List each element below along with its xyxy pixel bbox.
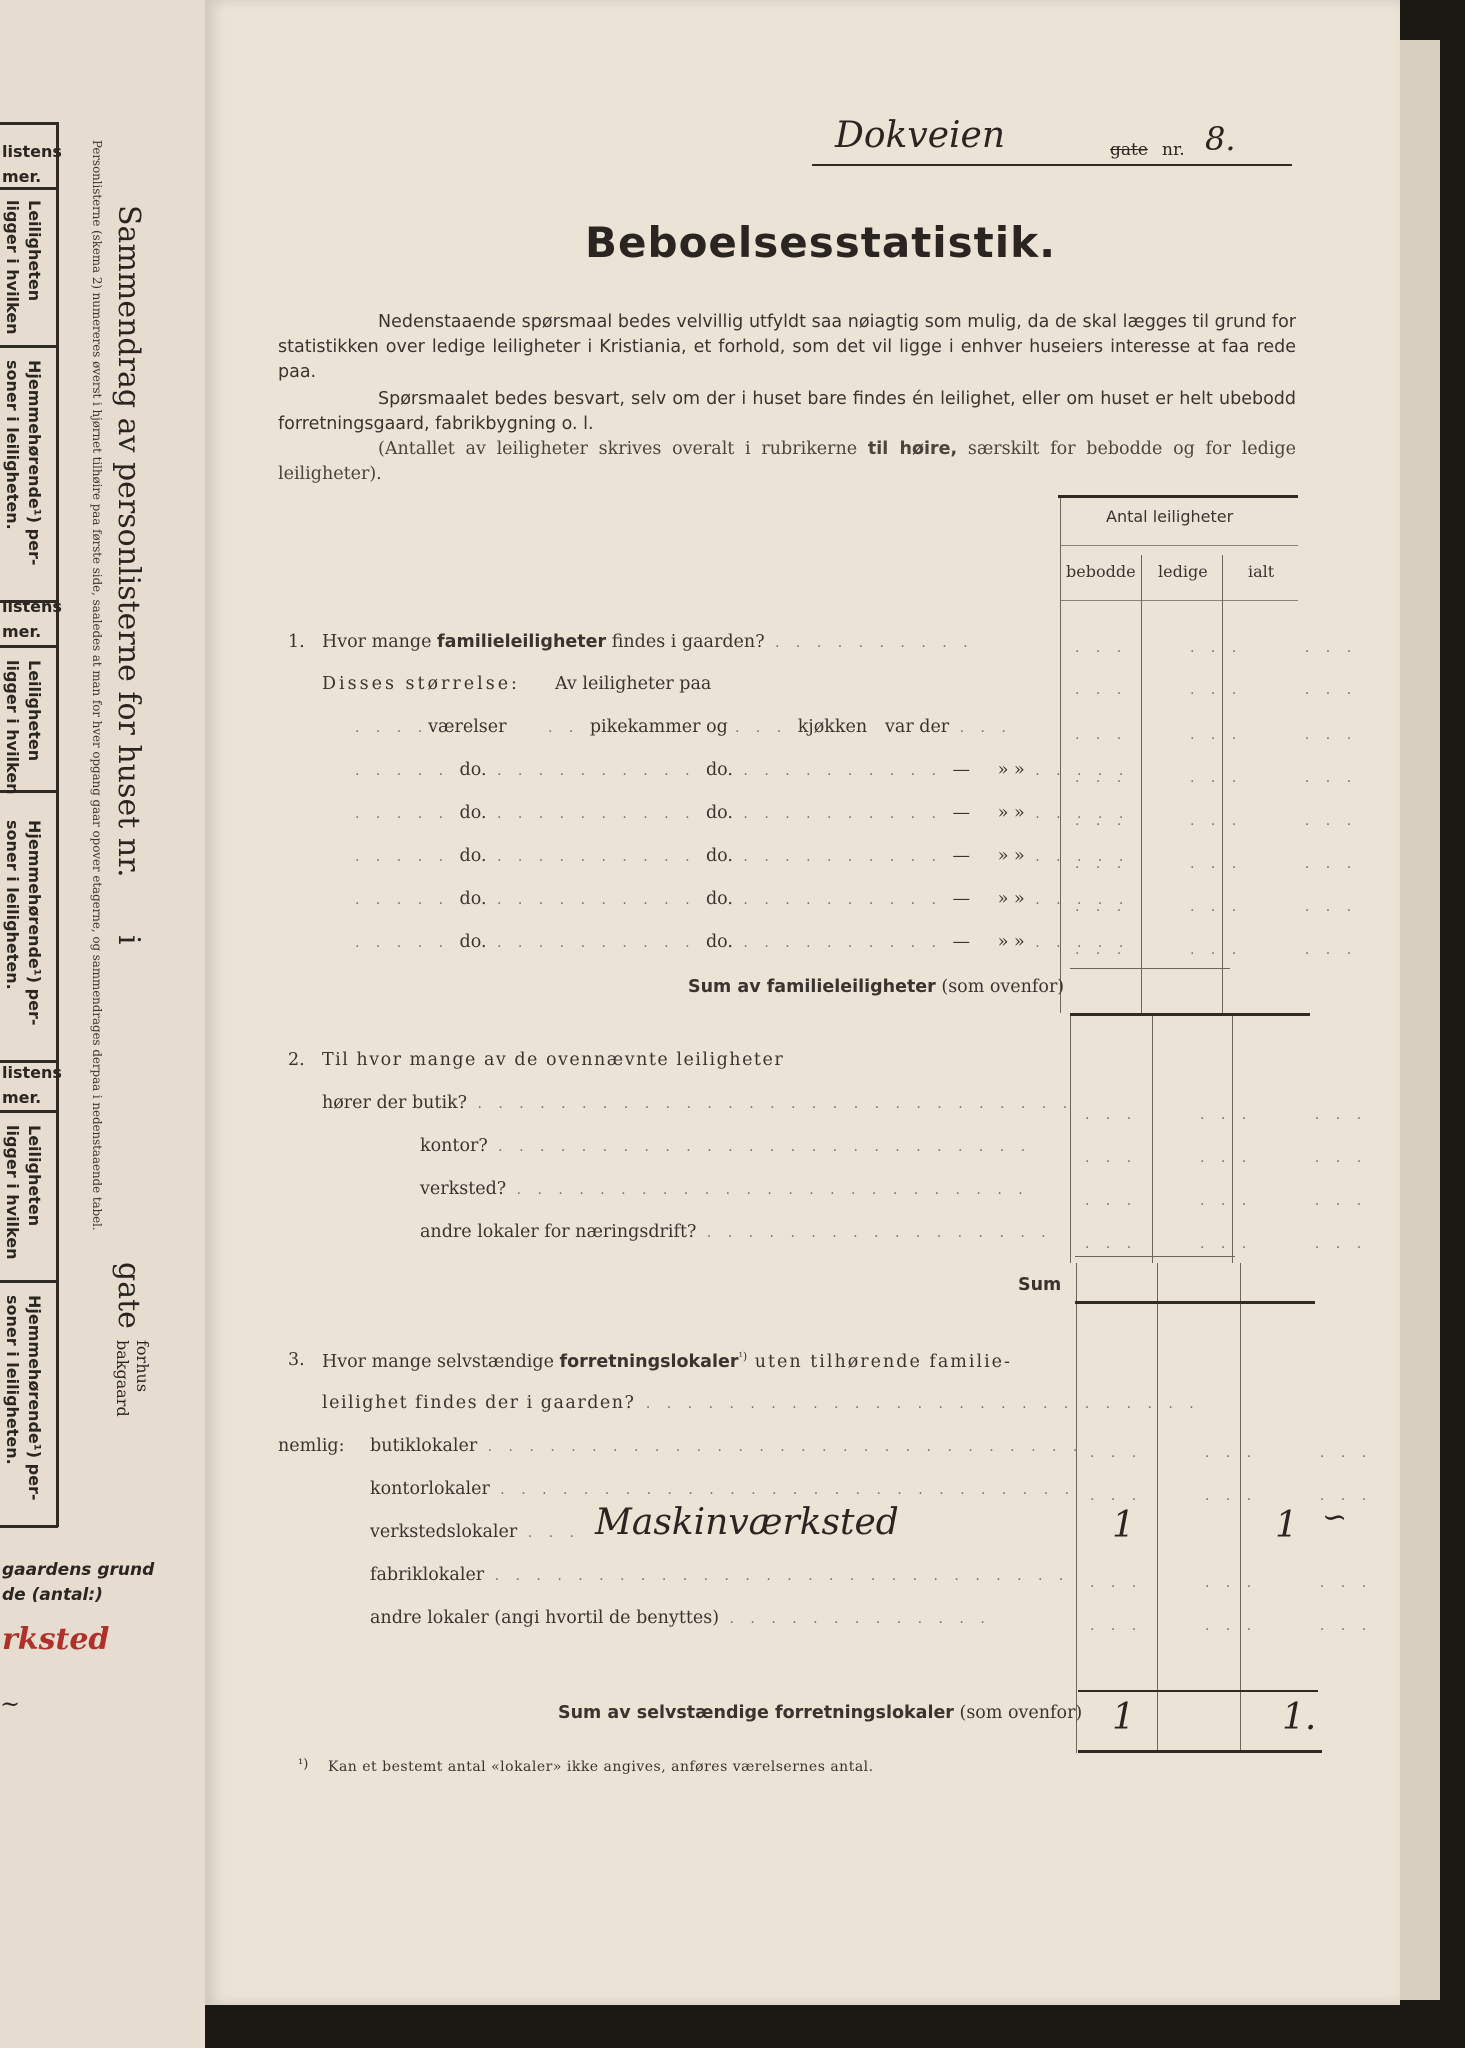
andre-lokaler-row: andre lokaler (angi hvortil de benyttes) . . . . . . . . . . . . . — [370, 1608, 991, 1628]
nr-label: nr. — [1162, 140, 1185, 160]
q1-size-label: Disses størrelse: — [322, 674, 520, 694]
cell-soner-3: soner i leiligheten. — [3, 1295, 22, 1465]
sum-ialt-value: 1. — [1282, 1697, 1317, 1738]
list-header-2: listens — [2, 597, 62, 616]
cell-soner-2: soner i leiligheten. — [3, 820, 22, 990]
margin-title: Sammendrag av personlisterne for huset nr. — [111, 205, 146, 878]
q2-andre: andre lokaler for næringsdrift? . . . . . . . . . . . . . . . . . — [420, 1222, 1052, 1242]
pikekammer-label: pikekammer og — [589, 717, 728, 737]
size-row-4: . . . . . do. . . . . . . . . . . do. . . . . . . . . . . — » » . . . . . — [355, 889, 1130, 909]
gaardens-grund: gaardens grund — [2, 1560, 155, 1580]
q3-text: Hvor mange selvstændige forretningslokaler$^{^1)}$ uten tilhørende familie- — [322, 1350, 1012, 1372]
verksted-ialt-value: 1 — [1275, 1505, 1298, 1546]
col-bebodde: bebodde — [1066, 562, 1136, 581]
margin-gate: gate — [111, 1262, 146, 1329]
size-row-3: . . . . . do. . . . . . . . . . . do. . . . . . . . . . . — » » . . . . . — [355, 846, 1130, 866]
q2-verksted: verksted? . . . . . . . . . . . . . . . . . . . . . . . . . — [420, 1179, 1029, 1199]
table-title: Antal leiligheter — [1106, 507, 1234, 526]
list-header-1-sub: mer. — [2, 167, 42, 186]
size-row-5: . . . . . do. . . . . . . . . . . do. . . . . . . . . . . — » » . . . . . — [355, 932, 1130, 952]
q2-butik: hører der butik? . . . . . . . . . . . . . . . . . . . . . . . . . . . . . — [322, 1093, 1074, 1113]
cell-leiligheten-2: Leiligheten — [25, 660, 44, 762]
verksted-bebodde-value: 1 — [1112, 1505, 1135, 1546]
sum-bebodde-value: 1 — [1112, 1697, 1135, 1738]
antal-label: de (antal:) — [2, 1585, 103, 1605]
red-verksted-text: rksted — [2, 1622, 110, 1657]
cell-hjemmehorende-1: Hjemmehørende¹) per- — [25, 360, 44, 566]
fabriklokaler-row: fabriklokaler . . . . . . . . . . . . . . . . . . . . . . . . . . . . — [370, 1565, 1070, 1585]
house-number-handwritten: 8. — [1205, 120, 1236, 158]
kjokken-label: kjøkken — [797, 717, 868, 737]
q3-number: 3. — [288, 1350, 305, 1370]
cell-soner-1: soner i leiligheten. — [3, 360, 22, 530]
intro-paragraph-1: Nedenstaaende spørsmaal bedes velvillig utfyldt saa nøiagtig som mulig, da de skal lægges til grund for statistikken over ledige leiligheter i Kristiania, et forhold, som det vil ligge i enhver huseiers interesse at faa rede paa. — [278, 312, 1296, 382]
q2-number: 2. — [288, 1050, 305, 1070]
q1-sum: Sum av familieleiligheter (som ovenfor) — [688, 977, 1065, 997]
page-edge — [1400, 40, 1440, 2000]
q2-kontor: kontor? . . . . . . . . . . . . . . . . . . . . . . . . . . — [420, 1136, 1032, 1156]
margin-bakgaard: bakgaard — [113, 1340, 132, 1417]
q2-text: Til hvor mange av de ovennævnte leiligheter — [322, 1050, 785, 1070]
cell-ligger-1: ligger i hvilken — [3, 200, 22, 335]
list-header-3: listens — [2, 1063, 62, 1082]
list-header-1: listens — [2, 142, 62, 161]
list-header-3-sub: mer. — [2, 1088, 42, 1107]
verkstedslokaler-row: verkstedslokaler . . . — [370, 1522, 580, 1542]
cell-leiligheten-3: Leiligheten — [25, 1125, 44, 1227]
q1-size-rest: Av leiligheter paa — [555, 674, 712, 694]
footnote-mark: ¹) — [298, 1757, 309, 1772]
street-handwritten: Dokveien — [835, 115, 1005, 156]
vaerelser-label: værelser — [428, 717, 507, 737]
col-ledige: ledige — [1158, 562, 1208, 581]
left-mark: ~ — [0, 1690, 21, 1718]
maskinverksted-handwritten: Maskinværksted — [595, 1502, 899, 1543]
intro-paragraph-3: (Antallet av leiligheter skrives overalt i rubrikerne til høire, særskilt for bebodde og for ledige leiligheter). — [278, 439, 1296, 484]
margin-note: Personlisterne (skema 2) numereres øverst i hjørnet tilhøire paa første side, saaledes at man for hver opgang gaar opover etagerne, og sammendrages derpaa i nedenstaaende tabel. — [90, 140, 104, 1231]
cell-ligger-2: ligger i hvilken — [3, 660, 22, 795]
q1-text: Hvor mange familieleiligheter findes i gaarden? . . . . . . . . . . — [322, 632, 974, 652]
var-der-label: var der — [885, 717, 950, 737]
col-ialt: ialt — [1248, 562, 1275, 581]
q2-sum: Sum — [1018, 1275, 1062, 1295]
nemlig-label: nemlig: — [278, 1436, 345, 1456]
page-title: Beboelsesstatistik. — [585, 218, 1057, 267]
footnote-text: Kan et bestemt antal «lokaler» ikke angives, anføres værelsernes antal. — [328, 1759, 874, 1775]
q3-sum: Sum av selvstændige forretningslokaler (som ovenfor) — [558, 1703, 1083, 1723]
margin-check-mark: ∽ — [1322, 1500, 1348, 1535]
cell-ligger-3: ligger i hvilken — [3, 1125, 22, 1260]
q1-number: 1. — [288, 632, 305, 652]
size-row-1: . . . . . do. . . . . . . . . . . do. . . . . . . . . . . — » » . . . . . — [355, 760, 1130, 780]
cell-leiligheten-1: Leiligheten — [25, 200, 44, 302]
gate-label-struck: gate — [1110, 140, 1148, 160]
butiklokaler-row: butiklokaler . . . . . . . . . . . . . . . . . . . . . . . . . . . . . — [370, 1436, 1084, 1456]
cell-hjemmehorende-3: Hjemmehørende¹) per- — [25, 1295, 44, 1501]
intro-paragraph-2: Spørsmaalet bedes besvart, selv om der i huset bare findes én leilighet, eller om huset er helt ubebodd forretningsgaard, fabrikbygning o. l. — [278, 389, 1296, 434]
cell-hjemmehorende-2: Hjemmehørende¹) per- — [25, 820, 44, 1026]
kontorlokaler-row: kontorlokaler . . . . . . . . . . . . . . . . . . . . . . . . . . . . — [370, 1479, 1076, 1499]
margin-i: i — [111, 935, 146, 945]
list-header-2-sub: mer. — [2, 622, 42, 641]
size-row-2: . . . . . do. . . . . . . . . . . do. . . . . . . . . . . — » » . . . . . — [355, 803, 1130, 823]
margin-forhus: forhus — [133, 1340, 152, 1393]
q3-text-line2: leilighet findes der i gaarden? . . . . . . . . . . . . . . . . . . . . . . . . . . . — [322, 1393, 1200, 1413]
